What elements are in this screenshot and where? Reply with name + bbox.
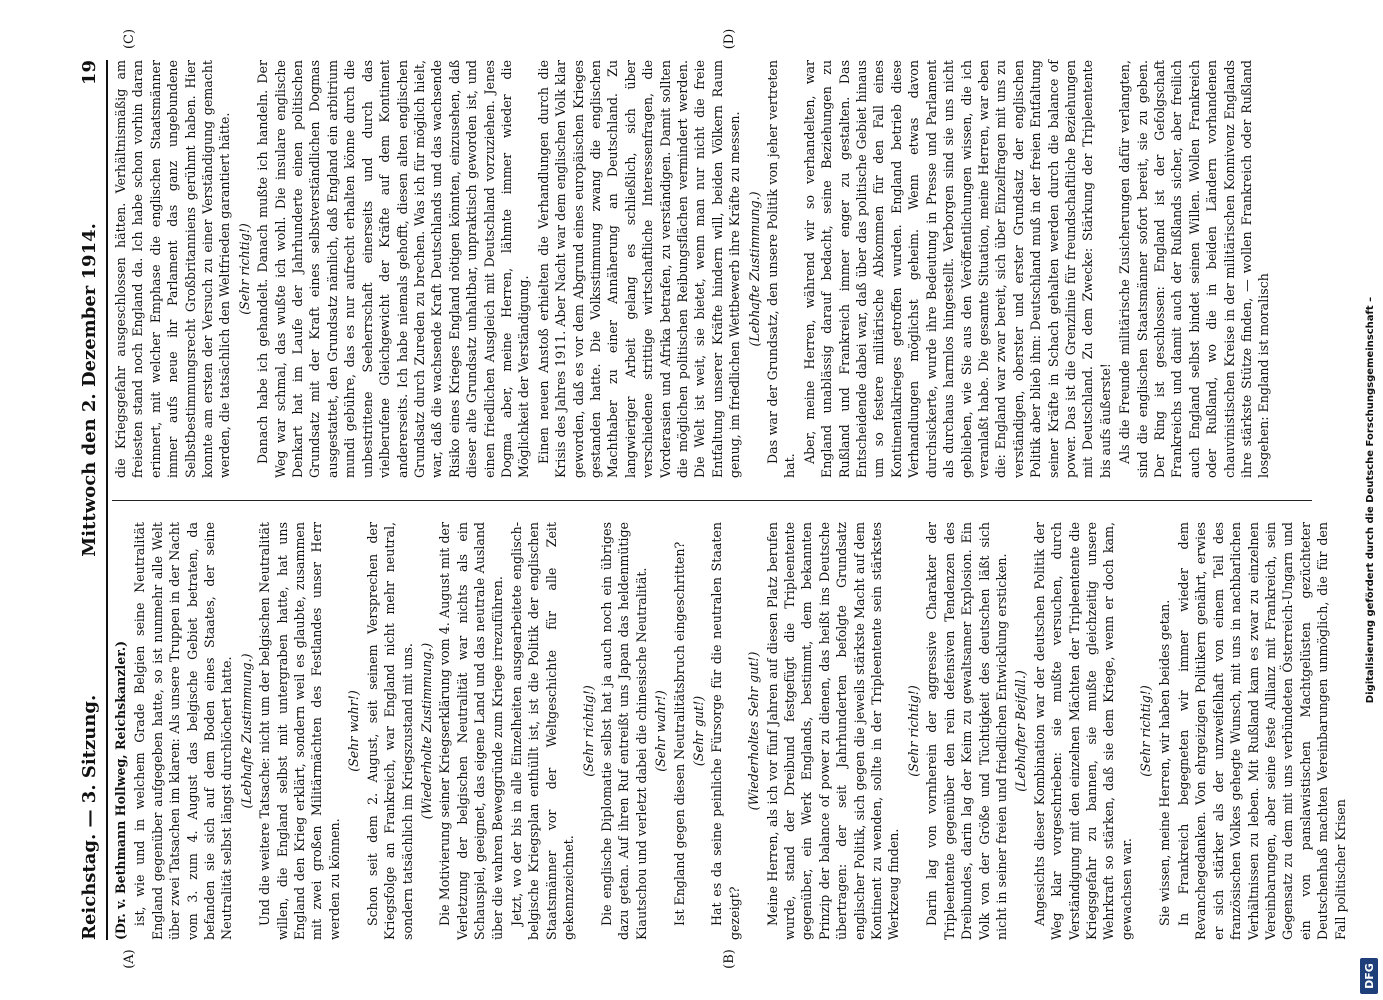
reaction-note: (Sehr wahr!) [346,690,362,772]
paragraph: Die Motivierung seiner Kriegserklärung vom 4. August mit der Verletzung der belgischen Neutralität war nichts als ein Schauspiel, geeignet, das eigene Land und das neutrale Ausland über die wahren Beweggründe zum Kriege irrezuführen. [437,522,505,940]
paragraph: Darin lag von vornherein der aggressive Charakter der Tripleentente gegenüber den rein defensiven Tendenzen des Dreibundes, darin lag der Keim zu gewaltsamer Explosion. Ein Volk von der Größe und Tüchtigkeit des deutschen läßt sich nicht in seiner freien und friedlichen Entwicklung ersticken. [924,522,1009,940]
reaction-note: (Wiederholtes Sehr gut!) [746,651,762,811]
reaction-note: (Sehr richtig!) [236,223,252,315]
running-head-left: Reichstag. — 3. Sitzung. [78,694,100,940]
reaction-note: (Wiederholte Zustimmung.) [418,642,434,820]
reaction-note: (Sehr richtig!) [1138,685,1154,777]
paragraph: Danach habe ich gehandelt. Danach mußte ich handeln. Der Weg war schmal, das wußte ich wohl. Die insulare englische Denkart hat im Laufe der Jahrhunderte einen politischen Grundsatz mit der Kraft eines selbstverständlichen Dogmas ausgestattet, den Grundsatz nämlich, daß England ein arbitrium mundi gebühre, das es nur aufrecht erhalten könne durch die unbestrittene Seeherrschaft einerseits und durch das vielberufene Gleichgewicht der Kräfte auf dem Kontinent andererseits. Ich habe niemals gehofft, diesen alten englischen Grundsatz durch Zureden zu brechen. Was ich für möglich hielt, war, daß die wachsende Kraft Deutschlands und das wachsende Risiko eines Krieges England nötigen könnten, einzusehen, daß dieser alte Grundsatz unhaltbar, unpraktisch geworden ist, und einen friedlichen Ausgleich mit Deutschland vorzuziehen. Jenes Dogma aber, meine Herren, lähmte immer wieder die Möglichkeit der Verständigung. [255,60,532,478]
reaction-note: (Sehr richtig!) [580,685,596,777]
paragraph: Einen neuen Anstoß erhielten die Verhandlungen durch die Krisis des Jahres 1911. Aber Nacht war dem englischen Volk klar geworden, daß es vor dem Abgrund eines europäischen Krieges gestanden hatte. Die Volksstimmung zwang die englischen Machthaber zu einer Annäherung an Deutschland. Zu langwieriger Arbeit gelang es schließlich, sich über verschiedene strittige wirtschaftliche Interessenfragen, die Vorderasien und Afrika betrafen, zu verständigen. Damit sollten die möglichen politischen Reibungsflächen vermindert werden. Die Welt ist weit, sie bietet, wenn man nur nicht die freie Entfaltung unserer Kräfte hindern will, beiden Völkern Raum genug, im friedlichen Wettbewerb ihre Kräfte zu messen. [535,60,743,478]
paragraph: Und die weitere Tatsache: nicht um der belgischen Neutralität willen, die England selbst mit untergraben hatte, hat uns England den Krieg erklärt, sondern weil es glaubte, zusammen mit zwei großen Militärmächten des Festlandes unser Herr werden zu können. [257,522,342,940]
page-number: 19 [78,60,100,86]
paragraph: Meine Herren, als ich vor fünf Jahren auf diesen Platz berufen wurde, stand der Dreibund festgefügt die Tripleentente gegenüber, ein Werk Englands, bestimmt, dem bekannten Prinzip der balance of power zu dienen, das heißt ins Deutsche übertragen: der seit Jahrhunderten befolgte Grundsatz englischer Politik, sich gegen die jeweils stärkste Macht auf dem Kontinent zu wenden, sollte in der Tripleentente sein stärkstes Werkzeug finden. [764,522,902,940]
reaction-note: (Sehr richtig!) [905,685,921,777]
column-divider [112,500,1312,501]
left-column [112,522,1348,940]
paragraph: In Frankreich begegneten wir immer wieder dem Revanchegedanken. Von ehrgeizigen Politikern genährt, erwies er sich stärker als der unzweifelhaft von einem Teil des französischen Volkes gehegte Wunsch, mit uns in nachbarlichen Verhältnissen zu leben. Mit Rußland kam es zwar zu einzelnen Vereinbarungen, aber seine feste Allianz mit Frankreich, sein Gegensatz zu dem mit uns verbündeten Österreich-Ungarn und ein von panslawistischen Machtgelüsten gezüchteter Deutschenhaß machten Vereinbarungen unmöglich, die für den Fall politischer Krisen [1175,522,1348,940]
paragraph: Hat es da seine peinliche Fürsorge für die neutralen Staaten gezeigt? [709,522,742,940]
paragraph: Als die Freunde militärische Zusicherungen dafür verlangten, sind die englischen Staatsmänner sofort bereit, sie zu geben. Der Ring ist geschlossen: England ist der Gefolgschaft Frankreichs und damit auch der Rußlands sicher, aber freilich auch England selbst bindet seinen Willen. Wollen Frankreich oder Rußland, wo die in beiden Ländern vorhandenen chauvinistischen Kreise in der militärischen Konnivenz Englands ihre stärkste Stütze finden, — wollen Frankreich oder Rußland losgehen: England ist moralisch [1117,60,1272,478]
reaction-note: (Lebhafte Zustimmung.) [238,653,254,809]
speaker-line: (Dr. v. Bethmann Hollweg, Reichskanzler.) [113,640,128,940]
paragraph: Angesichts dieser Kombination war der deutschen Politik der Weg klar vorgeschrieben: sie mußte versuchen, durch Verständigung mit den einzelnen Mächten der Tripleentente die Kriegsgefahr zu bannen, sie mußte gleichzeitig unsere Wehrkraft so stärken, daß sie dem Kriege, wenn er doch kam, gewachsen war. [1031,522,1134,940]
right-column [112,60,1312,478]
paragraph: Schon seit dem 2. August, seit seinem Versprechen der Kriegsfolge an Frankreich, war England nicht mehr neutral, sondern tatsächlich im Kriegszustand mit uns. [364,522,415,940]
reaction-note: (Lebhafter Beifall.) [1013,670,1029,792]
paragraph: Das war der Grundsatz, den unsere Politik von jeher vertreten hat. [765,60,798,478]
running-head-date: Mittwoch den 2. Dezember 1914. [78,223,100,557]
header-rule [106,60,108,940]
reaction-note: (Sehr wahr!) [653,690,669,772]
margin-mark-d: (D) [722,28,737,50]
paragraph: Ist England gegen diesen Neutralitätsbruch eingeschritten? [671,541,687,926]
reaction-note: (Lebhafte Zustimmung.) [746,191,762,347]
paragraph: die Kriegsgefahr ausgeschlossen hätten. Verhältnismäßig am freiesten stand noch England da. Ich habe schon vorhin daran erinnert, mit welcher Emphase die englischen Staatsmänner immer aufs neue ihr Parlament das ganz ungebundene Selbstbestimmungsrecht Großbritanniens gerühmt haben. Hier konnte am ersten der Versuch zu einer Verständigung gemacht werden, die tatsächlich den Weltfrieden garantiert hätte. [113,60,233,478]
paragraph: Die englische Diplomatie selbst hat ja auch noch ein übriges dazu getan. Auf ihren Ruf entreißt uns Japan das heldenmütige Kiautschou und verletzt dabei die chinesische Neutralität. [598,522,649,940]
margin-mark-c: (C) [122,28,137,50]
running-head [74,60,104,940]
reaction-note: (Sehr gut!) [691,695,706,767]
margin-mark-b: (B) [722,949,737,969]
paragraph: Aber, meine Herren, während wir so verhandelten, war England unablässig darauf bedacht, seine Beziehungen zu Rußland und Frankreich immer enger zu gestalten. Das Entscheidende dabei war, daß über das politische Gebiet hinaus um so festere militärische Abkommen für den Fall eines Kontinentalkrieges getroffen wurden. England betrieb diese Verhandlungen möglichst geheim. Wenn etwas davon durchsickerte, wurde ihre Bedeutung in Presse und Parlament als durchaus harmlos hingestellt. Verborgen sind sie uns nicht geblieben, wie Sie aus den Veröffentlichungen wissen, die ich veranlaßt habe. Die gesamte Situation, meine Herren, war eben die: England war zwar bereit, sich über Einzelfragen mit uns zu verständigen, oberster und erster Grundsatz der englischen Politik aber blieb ihm: Deutschland muß in der freien Entfaltung seiner Kräfte in Schach gehalten werden durch die balance of power. Das ist die Grenzlinie für freundschaftliche Beziehungen mit Deutschland. Zu dem Zwecke: Stärkung der Tripleentente bis aufs äußerste! [801,60,1113,478]
paragraph: Jetzt, wo der bis in alle Einzelheiten ausgearbeitete englisch-belgische Kriegsplan enthüllt ist, ist die Politik der englischen Staatsmänner vor der Weltgeschichte für alle Zeit gekennzeichnet. [508,522,577,940]
dfg-logo: DFG [1360,958,1378,994]
paragraph: ist, wie und in welchem Grade Belgien seine Neutralität England gegenüber aufgegeben hatte, so ist nunmehr alle Welt über zwei Tatsachen im klaren: Als unsere Truppen in der Nacht vom 3. zum 4. August das belgische Gebiet betraten, da befanden sie sich auf dem Boden eines Staates, der seine Neutralität selbst längst durchlöchert hatte. [132,522,235,940]
digitization-credit: Digitalisierung gefördert durch die Deutsche Forschungsgemeinschaft – [1364,296,1376,704]
paragraph: Sie wissen, meine Herren, wir haben beides getan. [1156,599,1172,926]
margin-mark-a: (A) [122,949,137,969]
